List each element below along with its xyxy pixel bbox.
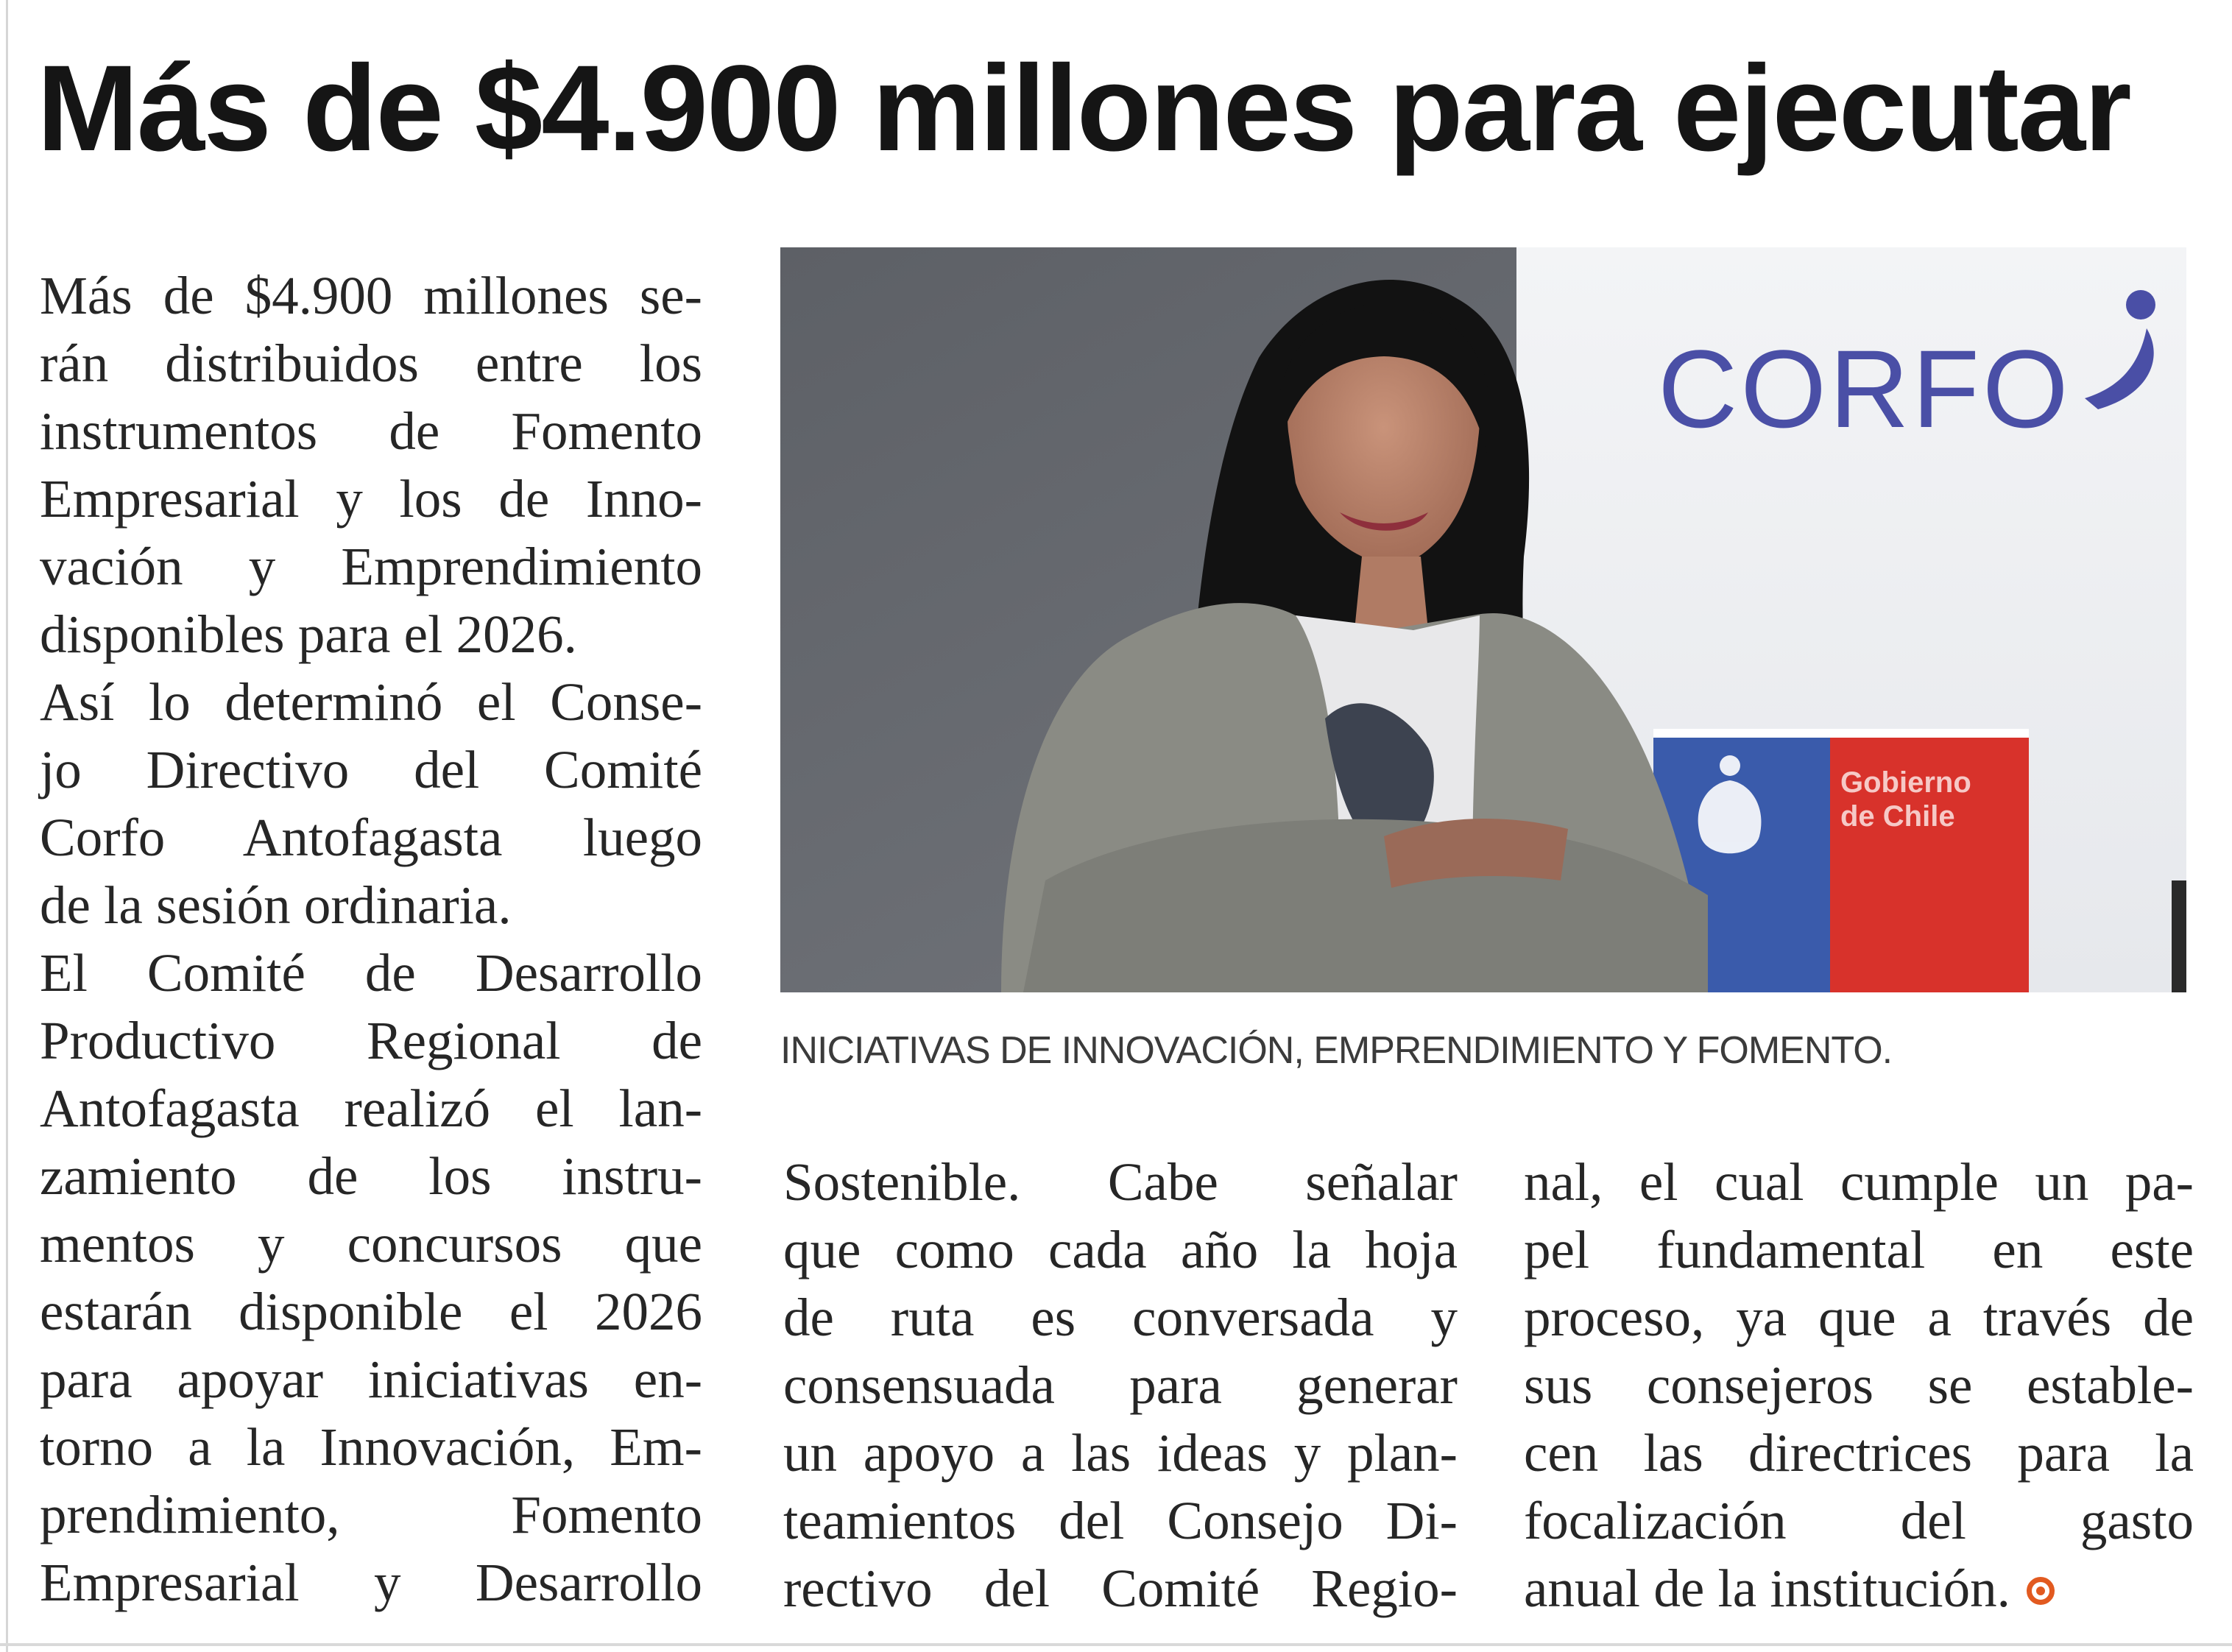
body-line-final-text: anual de la institución. <box>1524 1559 2010 1618</box>
body-line: torno a la Innovación, Em- <box>40 1417 702 1477</box>
body-line: prendimiento, Fomento <box>40 1485 702 1545</box>
body-line: jo Directivo del Comité <box>40 740 702 799</box>
body-line: rán distribuidos entre los <box>40 333 702 393</box>
body-line: que como cada año la hoja <box>783 1220 1458 1279</box>
body-line: proceso, ya que a través de <box>1524 1288 2194 1347</box>
body-line: vación y Emprendimiento <box>40 537 702 596</box>
article-column-1 <box>40 262 702 1617</box>
body-line: Así lo determinó el Conse- <box>40 672 702 732</box>
body-line: consensuada para generar <box>783 1355 1458 1415</box>
body-line: cen las directrices para la <box>1524 1423 2194 1483</box>
body-line: Sostenible. Cabe señalar <box>783 1152 1458 1212</box>
corfo-logo-text: CORFO <box>1658 327 2072 451</box>
body-line: pel fundamental en este <box>1524 1220 2194 1279</box>
body-line: Productivo Regional de <box>40 1011 702 1070</box>
body-line: Antofagasta realizó el lan- <box>40 1079 702 1138</box>
body-line: teamientos del Consejo Di- <box>783 1491 1458 1550</box>
body-line: un apoyo a las ideas y plan- <box>783 1423 1458 1483</box>
body-line: zamiento de los instru- <box>40 1146 702 1206</box>
body-line: Empresarial y Desarrollo <box>40 1553 702 1612</box>
body-line: El Comité de Desarrollo <box>40 943 702 1003</box>
flag-text-line1: Gobierno <box>1840 766 1971 799</box>
article-photo <box>780 247 2186 992</box>
body-line: de ruta es conversada y <box>783 1288 1458 1347</box>
end-of-article-icon <box>2027 1577 2055 1605</box>
body-line: disponibles para el 2026. <box>40 604 577 664</box>
body-line: rectivo del Comité Regio- <box>783 1559 1458 1618</box>
body-line: Más de $4.900 millones se- <box>40 266 702 325</box>
body-line: estarán disponible el 2026 <box>40 1282 702 1341</box>
body-line: para apoyar iniciativas en- <box>40 1349 702 1409</box>
article-headline: Más de $4.900 millones para ejecutar <box>37 40 2130 177</box>
body-line: Corfo Antofagasta luego <box>40 808 702 867</box>
page-bottom-rule <box>0 1643 2232 1646</box>
photo-caption: INICIATIVAS DE INNOVACIÓN, EMPRENDIMIENTO Y FOMENTO. <box>780 1029 1893 1072</box>
body-line: focalización del gasto <box>1524 1491 2194 1550</box>
body-line: de la sesión ordinaria. <box>40 875 512 935</box>
body-line: mentos y concursos que <box>40 1214 702 1274</box>
body-line: Empresarial y los de Inno- <box>40 469 702 529</box>
body-line-final <box>1524 1555 2194 1623</box>
body-line: instrumentos de Fomento <box>40 401 702 461</box>
article-column-3 <box>1524 1148 2194 1623</box>
flag-text-line2: de Chile <box>1840 800 1955 833</box>
article-column-2 <box>783 1148 1458 1623</box>
body-line: sus consejeros se estable- <box>1524 1355 2194 1415</box>
page-left-rule <box>6 0 8 1652</box>
body-line: nal, el cual cumple un pa- <box>1524 1152 2194 1212</box>
gobierno-de-chile-flag <box>1653 729 2029 992</box>
